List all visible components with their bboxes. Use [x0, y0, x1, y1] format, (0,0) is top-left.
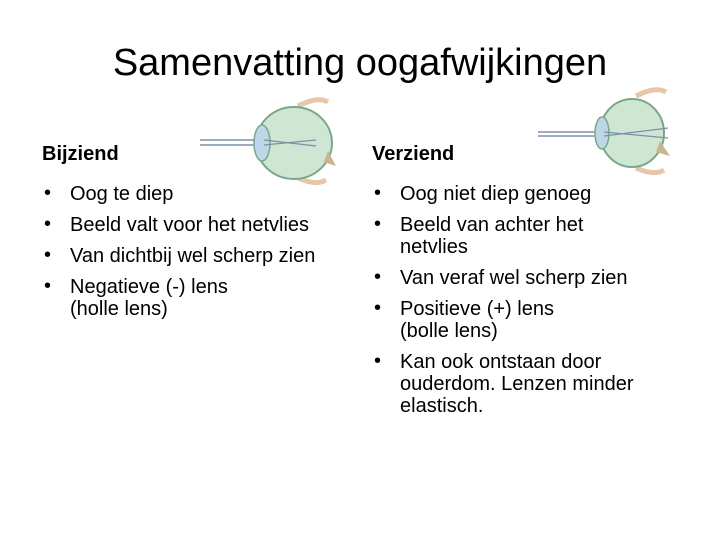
- list-item: • Positieve (+) lens (bolle lens): [372, 293, 672, 346]
- list-item: • Oog niet diep genoeg: [372, 178, 672, 209]
- list-item: • Oog te diep: [42, 178, 342, 209]
- bullet-list: [42, 178, 342, 324]
- list-item: • Kan ook ontstaan door ouderdom. Lenzen minder elastisch.: [372, 346, 672, 421]
- bullet-icon: •: [374, 350, 382, 372]
- bullet-icon: •: [374, 297, 382, 319]
- bullet-icon: •: [44, 275, 52, 297]
- list-item: • Beeld van achter het netvlies: [372, 209, 672, 262]
- bullet-icon: •: [374, 213, 382, 235]
- list-item: • Van veraf wel scherp zien: [372, 262, 672, 293]
- column-bijziend: [42, 140, 342, 324]
- list-item: • Beeld valt voor het netvlies: [42, 209, 342, 240]
- list-item: • Van dichtbij wel scherp zien: [42, 240, 342, 271]
- column-heading: Verziend: [372, 143, 455, 165]
- column-heading: Bijziend: [42, 143, 119, 165]
- bullet-icon: •: [374, 266, 382, 288]
- slide-title: Samenvatting oogafwijkingen: [112, 42, 608, 84]
- list-item: • Negatieve (-) lens (holle lens): [42, 271, 342, 324]
- bullet-icon: •: [44, 244, 52, 266]
- column-verziend: [372, 140, 672, 421]
- bullet-list: [372, 178, 672, 421]
- bullet-icon: •: [44, 213, 52, 235]
- bullet-icon: •: [44, 182, 52, 204]
- bullet-icon: •: [374, 182, 382, 204]
